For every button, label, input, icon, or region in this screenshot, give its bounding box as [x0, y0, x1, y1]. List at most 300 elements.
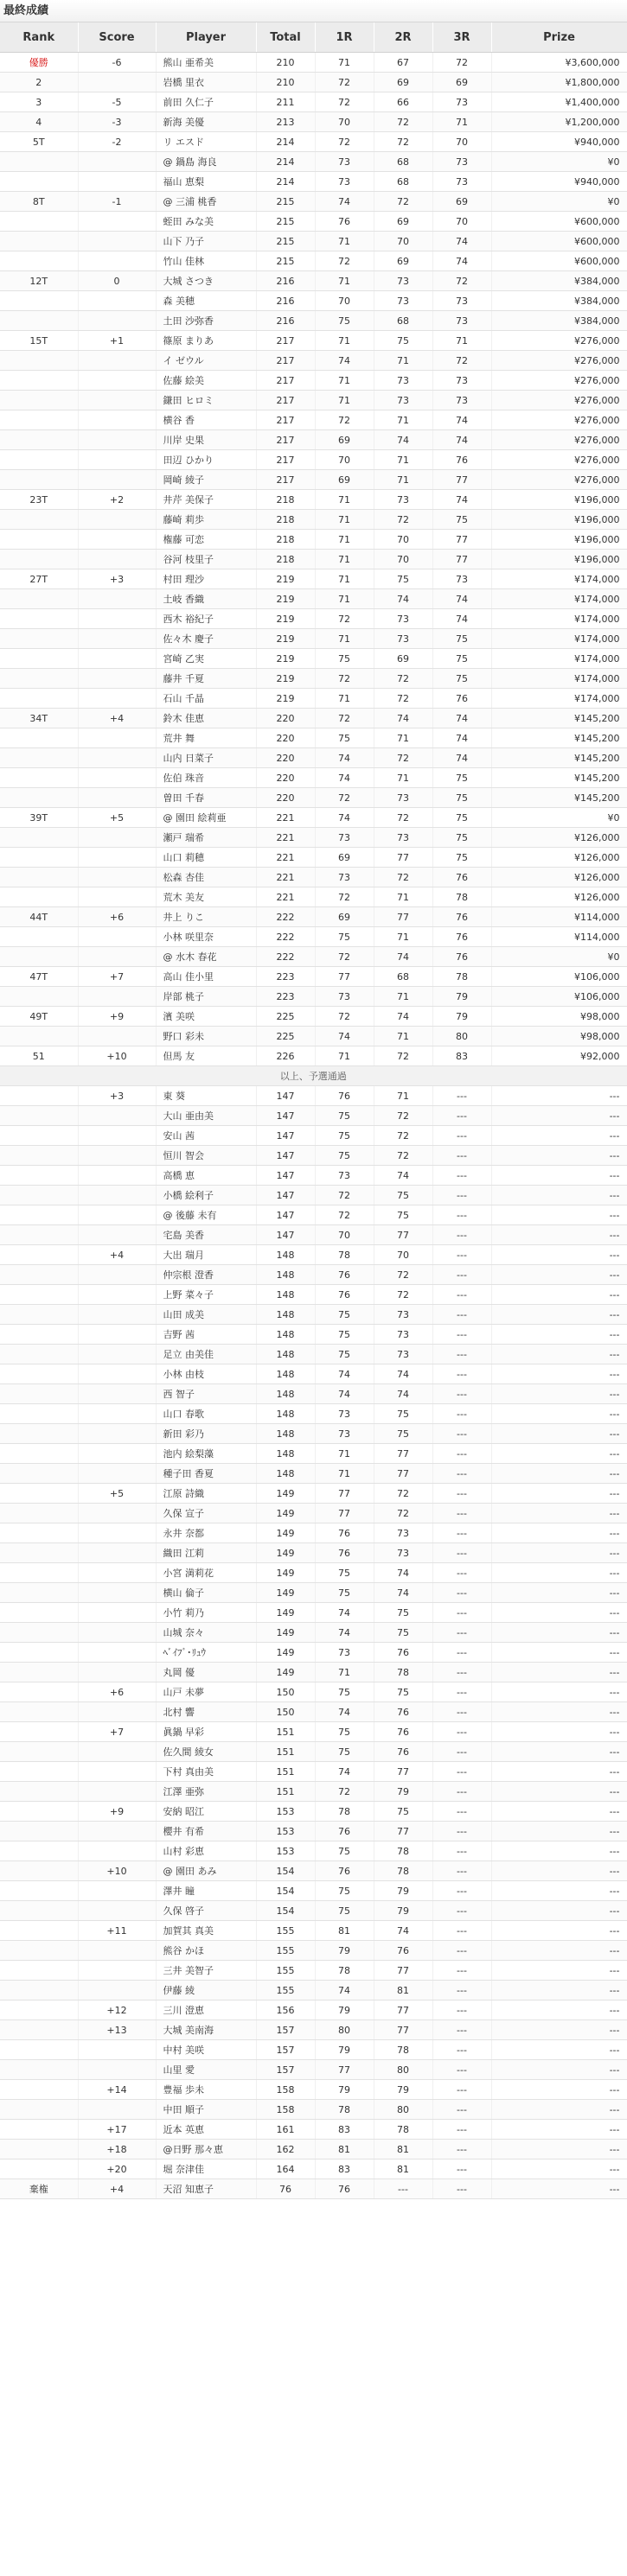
round2-cell: 75: [374, 1424, 432, 1444]
round3-cell: ---: [432, 1782, 491, 1802]
total-cell: 155: [256, 1941, 315, 1961]
prize-cell: ---: [491, 2140, 627, 2159]
prize-cell: ¥940,000: [491, 132, 627, 152]
cut-line-label: 以上、予選通過: [0, 1066, 627, 1086]
round1-cell: 73: [315, 152, 374, 172]
round2-cell: 73: [374, 1543, 432, 1563]
round3-cell: ---: [432, 1364, 491, 1384]
round3-cell: ---: [432, 1643, 491, 1663]
round3-cell: ---: [432, 1901, 491, 1921]
round1-cell: 72: [315, 788, 374, 808]
prize-cell: ¥0: [491, 808, 627, 828]
total-cell: 217: [256, 450, 315, 470]
table-row: [0, 1941, 627, 1961]
round3-cell: ---: [432, 1225, 491, 1245]
round1-cell: 69: [315, 430, 374, 450]
player-name: 蛭田 みな美: [156, 212, 256, 232]
table-row: [0, 271, 627, 291]
total-cell: 219: [256, 569, 315, 589]
round1-cell: 73: [315, 1643, 374, 1663]
player-name: イ ゼウル: [156, 351, 256, 371]
prize-cell: ---: [491, 1444, 627, 1464]
player-name: 山内 日菜子: [156, 748, 256, 768]
round1-cell: 75: [315, 1345, 374, 1364]
rank-cell: [0, 1603, 78, 1623]
total-cell: 221: [256, 868, 315, 887]
total-cell: 147: [256, 1106, 315, 1126]
rank-cell: [0, 1941, 78, 1961]
table-row: [0, 92, 627, 112]
prize-cell: ¥145,200: [491, 748, 627, 768]
round3-cell: 74: [432, 232, 491, 251]
rank-cell: [0, 1484, 78, 1504]
score-cell: [78, 1961, 156, 1981]
table-row: [0, 1623, 627, 1643]
score-cell: [78, 828, 156, 848]
table-row: [0, 1643, 627, 1663]
round3-cell: ---: [432, 1205, 491, 1225]
round1-cell: 75: [315, 1563, 374, 1583]
table-row: [0, 2060, 627, 2080]
table-row: [0, 2020, 627, 2040]
round1-cell: 71: [315, 589, 374, 609]
rank-cell: [0, 1285, 78, 1305]
table-row: [0, 669, 627, 689]
score-cell: -1: [78, 192, 156, 212]
rank-cell: [0, 788, 78, 808]
player-name: 山下 乃子: [156, 232, 256, 251]
round2-cell: 72: [374, 510, 432, 530]
prize-cell: ---: [491, 1305, 627, 1325]
rank-cell: 15T: [0, 331, 78, 351]
player-name: 荒井 舞: [156, 728, 256, 748]
total-cell: 210: [256, 53, 315, 73]
round1-cell: 75: [315, 1305, 374, 1325]
round1-cell: 71: [315, 490, 374, 510]
score-cell: [78, 768, 156, 788]
round3-cell: ---: [432, 1702, 491, 1722]
total-cell: 149: [256, 1504, 315, 1523]
rank-cell: [0, 311, 78, 331]
round2-cell: 72: [374, 669, 432, 689]
round3-cell: 75: [432, 808, 491, 828]
prize-cell: ¥106,000: [491, 987, 627, 1007]
total-cell: 151: [256, 1722, 315, 1742]
prize-cell: ¥145,200: [491, 709, 627, 728]
score-cell: +20: [78, 2159, 156, 2179]
round2-cell: 69: [374, 251, 432, 271]
round2-cell: 68: [374, 152, 432, 172]
round3-cell: ---: [432, 1543, 491, 1563]
total-cell: 154: [256, 1861, 315, 1881]
round3-cell: ---: [432, 1484, 491, 1504]
round3-cell: ---: [432, 1245, 491, 1265]
score-cell: [78, 848, 156, 868]
round1-cell: 72: [315, 410, 374, 430]
player-name: @ 後藤 未有: [156, 1205, 256, 1225]
round2-cell: 79: [374, 1901, 432, 1921]
round1-cell: 72: [315, 1782, 374, 1802]
round2-cell: 74: [374, 1563, 432, 1583]
table-row: [0, 927, 627, 947]
score-cell: [78, 987, 156, 1007]
score-cell: [78, 1603, 156, 1623]
round1-cell: 71: [315, 550, 374, 569]
table-row: [0, 609, 627, 629]
round2-cell: 79: [374, 2080, 432, 2100]
round3-cell: 72: [432, 351, 491, 371]
round1-cell: 72: [315, 92, 374, 112]
rank-cell: 34T: [0, 709, 78, 728]
round1-cell: 69: [315, 848, 374, 868]
table-row: [0, 629, 627, 649]
score-cell: [78, 728, 156, 748]
score-cell: [78, 609, 156, 629]
prize-cell: ---: [491, 1583, 627, 1603]
prize-cell: ¥145,200: [491, 728, 627, 748]
round1-cell: 71: [315, 1464, 374, 1484]
player-name: 宅島 美香: [156, 1225, 256, 1245]
score-cell: [78, 1424, 156, 1444]
rank-cell: [0, 2140, 78, 2159]
round3-cell: 71: [432, 112, 491, 132]
score-cell: [78, 73, 156, 92]
prize-cell: ¥0: [491, 192, 627, 212]
total-cell: 149: [256, 1623, 315, 1643]
table-row: [0, 828, 627, 848]
round1-cell: 72: [315, 73, 374, 92]
table-row: [0, 550, 627, 569]
round2-cell: 74: [374, 947, 432, 967]
player-name: @日野 那々恵: [156, 2140, 256, 2159]
score-cell: [78, 947, 156, 967]
rank-cell: 3: [0, 92, 78, 112]
rank-cell: [0, 1126, 78, 1146]
round3-cell: 77: [432, 550, 491, 569]
player-name: 種子田 香夏: [156, 1464, 256, 1484]
round1-cell: 69: [315, 907, 374, 927]
rank-cell: [0, 1305, 78, 1325]
score-cell: [78, 510, 156, 530]
round2-cell: 73: [374, 1305, 432, 1325]
player-name: 足立 由美佳: [156, 1345, 256, 1364]
col-header-score: Score: [78, 22, 156, 53]
table-row: [0, 1603, 627, 1623]
col-header-round2: 2R: [374, 22, 432, 53]
total-cell: 158: [256, 2100, 315, 2120]
round1-cell: 74: [315, 1384, 374, 1404]
score-cell: [78, 788, 156, 808]
round2-cell: 76: [374, 1702, 432, 1722]
total-cell: 148: [256, 1245, 315, 1265]
table-row: [0, 1504, 627, 1523]
round1-cell: 81: [315, 1921, 374, 1941]
round1-cell: 74: [315, 1027, 374, 1046]
player-name: 権藤 可恋: [156, 530, 256, 550]
total-cell: 217: [256, 470, 315, 490]
table-row: [0, 232, 627, 251]
round1-cell: 72: [315, 132, 374, 152]
player-name: 下村 真由美: [156, 1762, 256, 1782]
round1-cell: 73: [315, 868, 374, 887]
score-cell: +18: [78, 2140, 156, 2159]
rank-cell: [0, 1245, 78, 1265]
rank-cell: [0, 1543, 78, 1563]
table-row: [0, 490, 627, 510]
results-table: [0, 22, 627, 2199]
round1-cell: 75: [315, 1841, 374, 1861]
round3-cell: ---: [432, 1523, 491, 1543]
total-cell: 149: [256, 1603, 315, 1623]
player-name: リ エスド: [156, 132, 256, 152]
round3-cell: 75: [432, 848, 491, 868]
round3-cell: 70: [432, 212, 491, 232]
round3-cell: ---: [432, 2140, 491, 2159]
score-cell: [78, 430, 156, 450]
prize-cell: ¥174,000: [491, 609, 627, 629]
round1-cell: 71: [315, 629, 374, 649]
rank-cell: [0, 848, 78, 868]
player-name: 伊藤 綾: [156, 1981, 256, 2000]
rank-cell: [0, 689, 78, 709]
score-cell: [78, 172, 156, 192]
score-cell: +9: [78, 1802, 156, 1822]
total-cell: 148: [256, 1285, 315, 1305]
round2-cell: 77: [374, 907, 432, 927]
round2-cell: 74: [374, 1384, 432, 1404]
table-row: [0, 1126, 627, 1146]
player-name: 大城 美南海: [156, 2020, 256, 2040]
round2-cell: 77: [374, 1444, 432, 1464]
total-cell: 219: [256, 649, 315, 669]
round3-cell: ---: [432, 2179, 491, 2199]
score-cell: [78, 1881, 156, 1901]
round2-cell: 71: [374, 470, 432, 490]
round2-cell: 74: [374, 1007, 432, 1027]
round3-cell: 74: [432, 490, 491, 510]
rank-cell: [0, 251, 78, 271]
total-cell: 150: [256, 1682, 315, 1702]
total-cell: 154: [256, 1901, 315, 1921]
round1-cell: 75: [315, 649, 374, 669]
score-cell: -5: [78, 92, 156, 112]
round3-cell: ---: [432, 1822, 491, 1841]
prize-cell: ---: [491, 1205, 627, 1225]
round3-cell: ---: [432, 1802, 491, 1822]
prize-cell: ¥0: [491, 152, 627, 172]
total-cell: 153: [256, 1841, 315, 1861]
table-row: [0, 351, 627, 371]
rank-cell: [0, 2020, 78, 2040]
round3-cell: 71: [432, 331, 491, 351]
col-header-total: Total: [256, 22, 315, 53]
score-cell: [78, 1841, 156, 1861]
prize-cell: ---: [491, 1424, 627, 1444]
score-cell: +10: [78, 1861, 156, 1881]
prize-cell: ¥1,400,000: [491, 92, 627, 112]
total-cell: 151: [256, 1762, 315, 1782]
round1-cell: 74: [315, 1702, 374, 1722]
round3-cell: ---: [432, 1682, 491, 1702]
rank-cell: [0, 1961, 78, 1981]
table-row: [0, 2159, 627, 2179]
total-cell: 150: [256, 1702, 315, 1722]
player-name: 藤井 千夏: [156, 669, 256, 689]
rank-cell: [0, 2040, 78, 2060]
round2-cell: 80: [374, 2060, 432, 2080]
prize-cell: ¥174,000: [491, 629, 627, 649]
total-cell: 220: [256, 748, 315, 768]
prize-cell: ¥276,000: [491, 351, 627, 371]
cut-line-row: [0, 1066, 627, 1086]
total-cell: 147: [256, 1146, 315, 1166]
round3-cell: ---: [432, 2100, 491, 2120]
player-name: 村田 理沙: [156, 569, 256, 589]
round2-cell: 73: [374, 828, 432, 848]
rank-cell: [0, 589, 78, 609]
round1-cell: 75: [315, 1682, 374, 1702]
round2-cell: 66: [374, 92, 432, 112]
round2-cell: 72: [374, 132, 432, 152]
table-header: [0, 22, 627, 53]
score-cell: [78, 1345, 156, 1364]
player-name: 曽田 千春: [156, 788, 256, 808]
round2-cell: 75: [374, 1802, 432, 1822]
player-name: 山口 莉穂: [156, 848, 256, 868]
round1-cell: 75: [315, 728, 374, 748]
table-row: [0, 1484, 627, 1504]
table-row: [0, 1364, 627, 1384]
round3-cell: 77: [432, 530, 491, 550]
player-name: 佐々木 慶子: [156, 629, 256, 649]
total-cell: 76: [256, 2179, 315, 2199]
score-cell: +2: [78, 490, 156, 510]
round2-cell: 71: [374, 351, 432, 371]
total-cell: 148: [256, 1345, 315, 1364]
round3-cell: 79: [432, 1007, 491, 1027]
player-name: ﾍﾞｲﾌﾞ･ﾘｭｳ: [156, 1643, 256, 1663]
player-name: 新海 美優: [156, 112, 256, 132]
player-name: 中田 順子: [156, 2100, 256, 2120]
total-cell: 157: [256, 2040, 315, 2060]
player-name: 安山 茜: [156, 1126, 256, 1146]
player-name: 山口 春歌: [156, 1404, 256, 1424]
round1-cell: 74: [315, 1603, 374, 1623]
round3-cell: ---: [432, 1444, 491, 1464]
total-cell: 216: [256, 291, 315, 311]
section-title: 最終成績: [0, 0, 627, 22]
table-row: [0, 291, 627, 311]
rank-cell: [0, 1702, 78, 1722]
prize-cell: ¥174,000: [491, 649, 627, 669]
round2-cell: 75: [374, 1205, 432, 1225]
round1-cell: 72: [315, 887, 374, 907]
score-cell: [78, 251, 156, 271]
round1-cell: 78: [315, 2100, 374, 2120]
score-cell: [78, 1106, 156, 1126]
score-cell: +17: [78, 2120, 156, 2140]
round1-cell: 74: [315, 351, 374, 371]
round3-cell: ---: [432, 1861, 491, 1881]
total-cell: 211: [256, 92, 315, 112]
table-row: [0, 1027, 627, 1046]
round1-cell: 78: [315, 1961, 374, 1981]
round3-cell: ---: [432, 1881, 491, 1901]
round1-cell: 71: [315, 689, 374, 709]
round3-cell: ---: [432, 2020, 491, 2040]
prize-cell: ¥98,000: [491, 1007, 627, 1027]
total-cell: 149: [256, 1563, 315, 1583]
round2-cell: 70: [374, 530, 432, 550]
round3-cell: 74: [432, 709, 491, 728]
round1-cell: 74: [315, 768, 374, 788]
table-row: [0, 192, 627, 212]
prize-cell: ---: [491, 1941, 627, 1961]
round3-cell: ---: [432, 1603, 491, 1623]
round1-cell: 76: [315, 1265, 374, 1285]
round3-cell: 72: [432, 271, 491, 291]
player-name: 吉野 茜: [156, 1325, 256, 1345]
total-cell: 220: [256, 709, 315, 728]
player-name: 小竹 莉乃: [156, 1603, 256, 1623]
round2-cell: 72: [374, 1285, 432, 1305]
rank-cell: [0, 1583, 78, 1603]
round1-cell: 72: [315, 1186, 374, 1205]
round2-cell: 68: [374, 967, 432, 987]
total-cell: 215: [256, 251, 315, 271]
total-cell: 220: [256, 728, 315, 748]
round3-cell: 74: [432, 410, 491, 430]
total-cell: 156: [256, 2000, 315, 2020]
prize-cell: ---: [491, 1702, 627, 1722]
rank-cell: [0, 1186, 78, 1205]
score-cell: [78, 1901, 156, 1921]
rank-cell: [0, 1424, 78, 1444]
score-cell: [78, 649, 156, 669]
table-row: [0, 410, 627, 430]
prize-cell: ---: [491, 1802, 627, 1822]
player-name: 久保 啓子: [156, 1901, 256, 1921]
round1-cell: 71: [315, 391, 374, 410]
round3-cell: ---: [432, 1424, 491, 1444]
rank-cell: [0, 669, 78, 689]
round1-cell: 75: [315, 927, 374, 947]
round2-cell: 73: [374, 1345, 432, 1364]
table-row: [0, 2040, 627, 2060]
total-cell: 219: [256, 609, 315, 629]
total-cell: 148: [256, 1384, 315, 1404]
round1-cell: 83: [315, 2159, 374, 2179]
round2-cell: 78: [374, 2040, 432, 2060]
player-name: 松森 杏佳: [156, 868, 256, 887]
player-name: 丸岡 優: [156, 1663, 256, 1682]
round2-cell: 74: [374, 1921, 432, 1941]
player-name: 前田 久仁子: [156, 92, 256, 112]
round2-cell: 75: [374, 331, 432, 351]
prize-cell: ---: [491, 1682, 627, 1702]
round3-cell: ---: [432, 1981, 491, 2000]
round1-cell: 76: [315, 2179, 374, 2199]
prize-cell: ¥276,000: [491, 450, 627, 470]
score-cell: [78, 1444, 156, 1464]
table-row: [0, 510, 627, 530]
player-name: 近本 英恵: [156, 2120, 256, 2140]
player-name: 福山 恵梨: [156, 172, 256, 192]
round3-cell: 75: [432, 828, 491, 848]
table-row: [0, 311, 627, 331]
prize-cell: ¥1,200,000: [491, 112, 627, 132]
rank-cell: [0, 1205, 78, 1225]
